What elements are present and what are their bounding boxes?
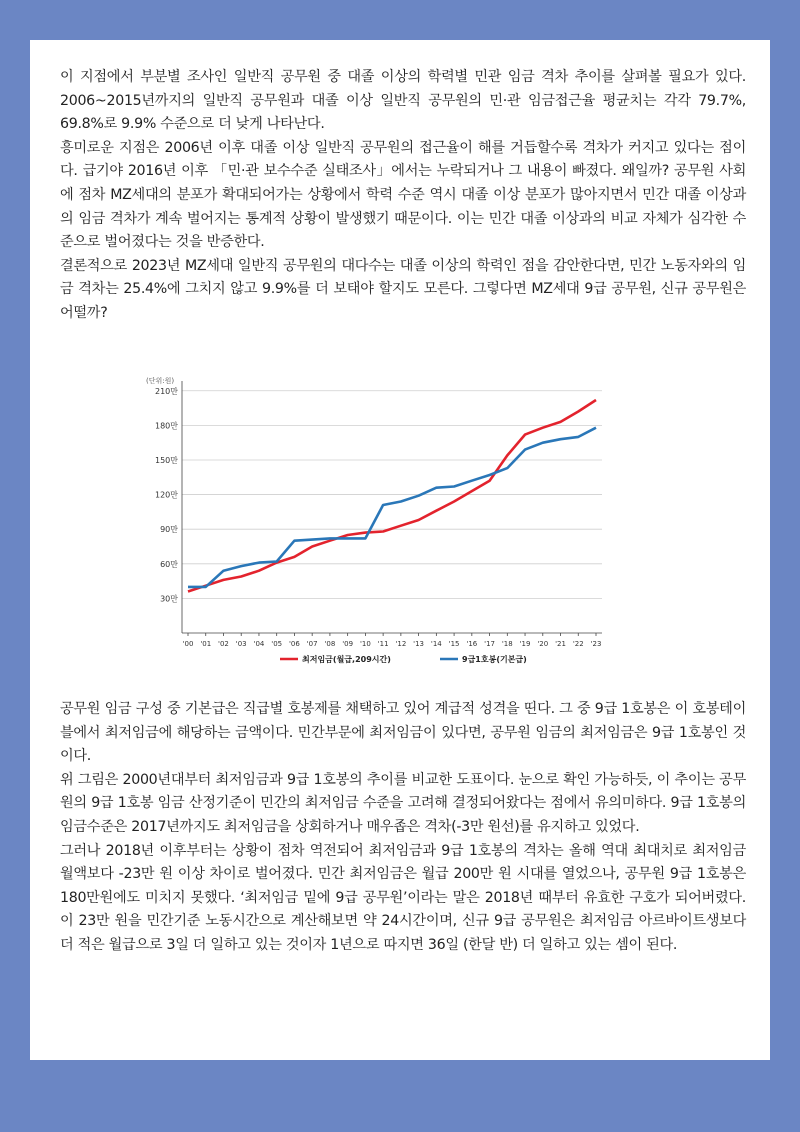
x-tick-label: '00	[182, 640, 194, 648]
paragraph: 이 지점에서 부분별 조사인 일반직 공무원 중 대졸 이상의 학력별 민관 임금 격차 추이를 살펴볼 필요가 있다. 2006~2015년까지의 일반직 공무원과 대졸 이상 일반직 공무원의 민·관 임금접근율 평균치는 각각 79.7%, 69.8%로 9.9% 수준으로 더 낮게 나타난다.	[60, 69, 746, 133]
x-tick-label: '19	[519, 640, 531, 648]
x-tick-label: '17	[484, 640, 495, 648]
x-tick-label: '23	[590, 640, 602, 648]
x-tick-label: '14	[430, 640, 442, 648]
unit-label: (단위:원)	[146, 377, 175, 385]
paragraph: 그러나 2018년 이후부터는 상황이 점차 역전되어 최저임금과 9급 1호봉의 격차는 올해 역대 최대치로 최저임금 월액보다 -23만 원 이상 차이로 벌어졌다. 민간 최저임금은 월급 200만 원 시대를 열었으나, 공무원 9급 1호봉은 180만원에도 미치지 못했다. ‘최저임금 밑에 9급 공무원’이라는 말은 2018년 때부터 유효한 구호가 되어버렸다. 이 23만 원을 민간기준 노동시간으로 계산해보면 약 24시간이며, 신규 9급 공무원은 최저임금 아르바이트생보다 더 적은 월급으로 3일 더 일하고 있는 것이자 1년으로 따지면 36일 (한달 반) 더 일하고 있는 셈이 된다.	[60, 842, 746, 953]
paragraph: 흥미로운 지점은 2006년 이후 대졸 이상 일반직 공무원의 접근율이 해를 거듭할수록 격차가 커지고 있다는 점이다. 급기야 2016년 이후 「민·관 보수수준 실태조사」에서는 누락되거나 그 내용이 빠졌다. 왜일까? 공무원 사회에 점차 MZ세대의 분포가 확대되어가는 상황에서 학력 수준 역시 대졸 이상 분포가 많아지면서 민간 대졸 이상과의 임금 격차가 계속 벌어지는 통계적 상황이 발생했기 때문이다. 이는 민간 대졸 이상과의 비교 자체가 심각한 수준으로 벌어졌다는 것을 반증한다.	[60, 139, 746, 251]
y-tick-label: 120만	[155, 490, 178, 500]
x-tick-label: '10	[359, 640, 371, 648]
x-tick-label: '16	[466, 640, 478, 648]
paragraph: 결론적으로 2023년 MZ세대 일반직 공무원의 대다수는 대졸 이상의 학력인 점을 감안한다면, 민간 노동자와의 임금 격차는 25.4%에 그치지 않고 9.9%를 더 보태야 할지도 모른다. 그렇다면 MZ세대 9급 공무원, 신규 공무원은 어떨까?	[60, 257, 746, 321]
x-tick-label: '18	[501, 640, 513, 648]
x-tick-label: '01	[200, 640, 212, 648]
x-tick-label: '03	[235, 640, 247, 648]
text-block-top	[60, 66, 746, 326]
y-tick-label: 60만	[160, 559, 178, 569]
y-tick-label: 210만	[155, 386, 178, 396]
series-line-2	[188, 428, 596, 587]
line-chart	[140, 365, 620, 675]
y-tick-label: 180만	[155, 421, 178, 431]
x-tick-label: '22	[572, 640, 584, 648]
x-tick-label: '11	[377, 640, 389, 648]
y-tick-label: 90만	[160, 525, 178, 535]
x-tick-label: '08	[324, 640, 336, 648]
legend-label: 최저임금(월급,209시간)	[302, 655, 391, 664]
x-tick-label: '04	[253, 640, 265, 648]
x-tick-label: '09	[342, 640, 354, 648]
series-line-1	[188, 400, 596, 592]
text-block-bottom	[60, 698, 746, 958]
x-tick-label: '02	[218, 640, 229, 648]
wage-comparison-chart	[140, 365, 620, 675]
y-tick-label: 30만	[160, 594, 178, 604]
document-page	[30, 40, 770, 1060]
paragraph: 위 그림은 2000년대부터 최저임금과 9급 1호봉의 추이를 비교한 도표이다. 눈으로 확인 가능하듯, 이 추이는 공무원의 9급 1호봉 임금 산정기준이 민간의 최저임금 수준을 고려해 결정되어왔다는 점에서 유의미하다. 9급 1호봉의 임금수준은 2017년까지도 최저임금을 상회하거나 매우좁은 격차(-3만 원선)를 유지하고 있었다.	[60, 771, 746, 835]
y-tick-label: 150만	[155, 455, 178, 465]
paragraph: 공무원 임금 구성 중 기본급은 직급별 호봉제를 채택하고 있어 계급적 성격을 띤다. 그 중 9급 1호봉은 이 호봉테이블에서 최저임금에 해당하는 금액이다. 민간부문에 최저임금이 있다면, 공무원 임금의 최저임금은 9급 1호봉인 것이다.	[60, 701, 746, 765]
x-tick-label: '05	[271, 640, 283, 648]
x-tick-label: '20	[537, 640, 549, 648]
legend-label: 9급1호봉(기본급)	[462, 655, 527, 664]
x-tick-label: '15	[448, 640, 460, 648]
x-tick-label: '12	[395, 640, 407, 648]
x-tick-label: '06	[289, 640, 300, 648]
x-tick-label: '07	[306, 640, 318, 648]
x-tick-label: '13	[413, 640, 425, 648]
x-tick-label: '21	[555, 640, 566, 648]
